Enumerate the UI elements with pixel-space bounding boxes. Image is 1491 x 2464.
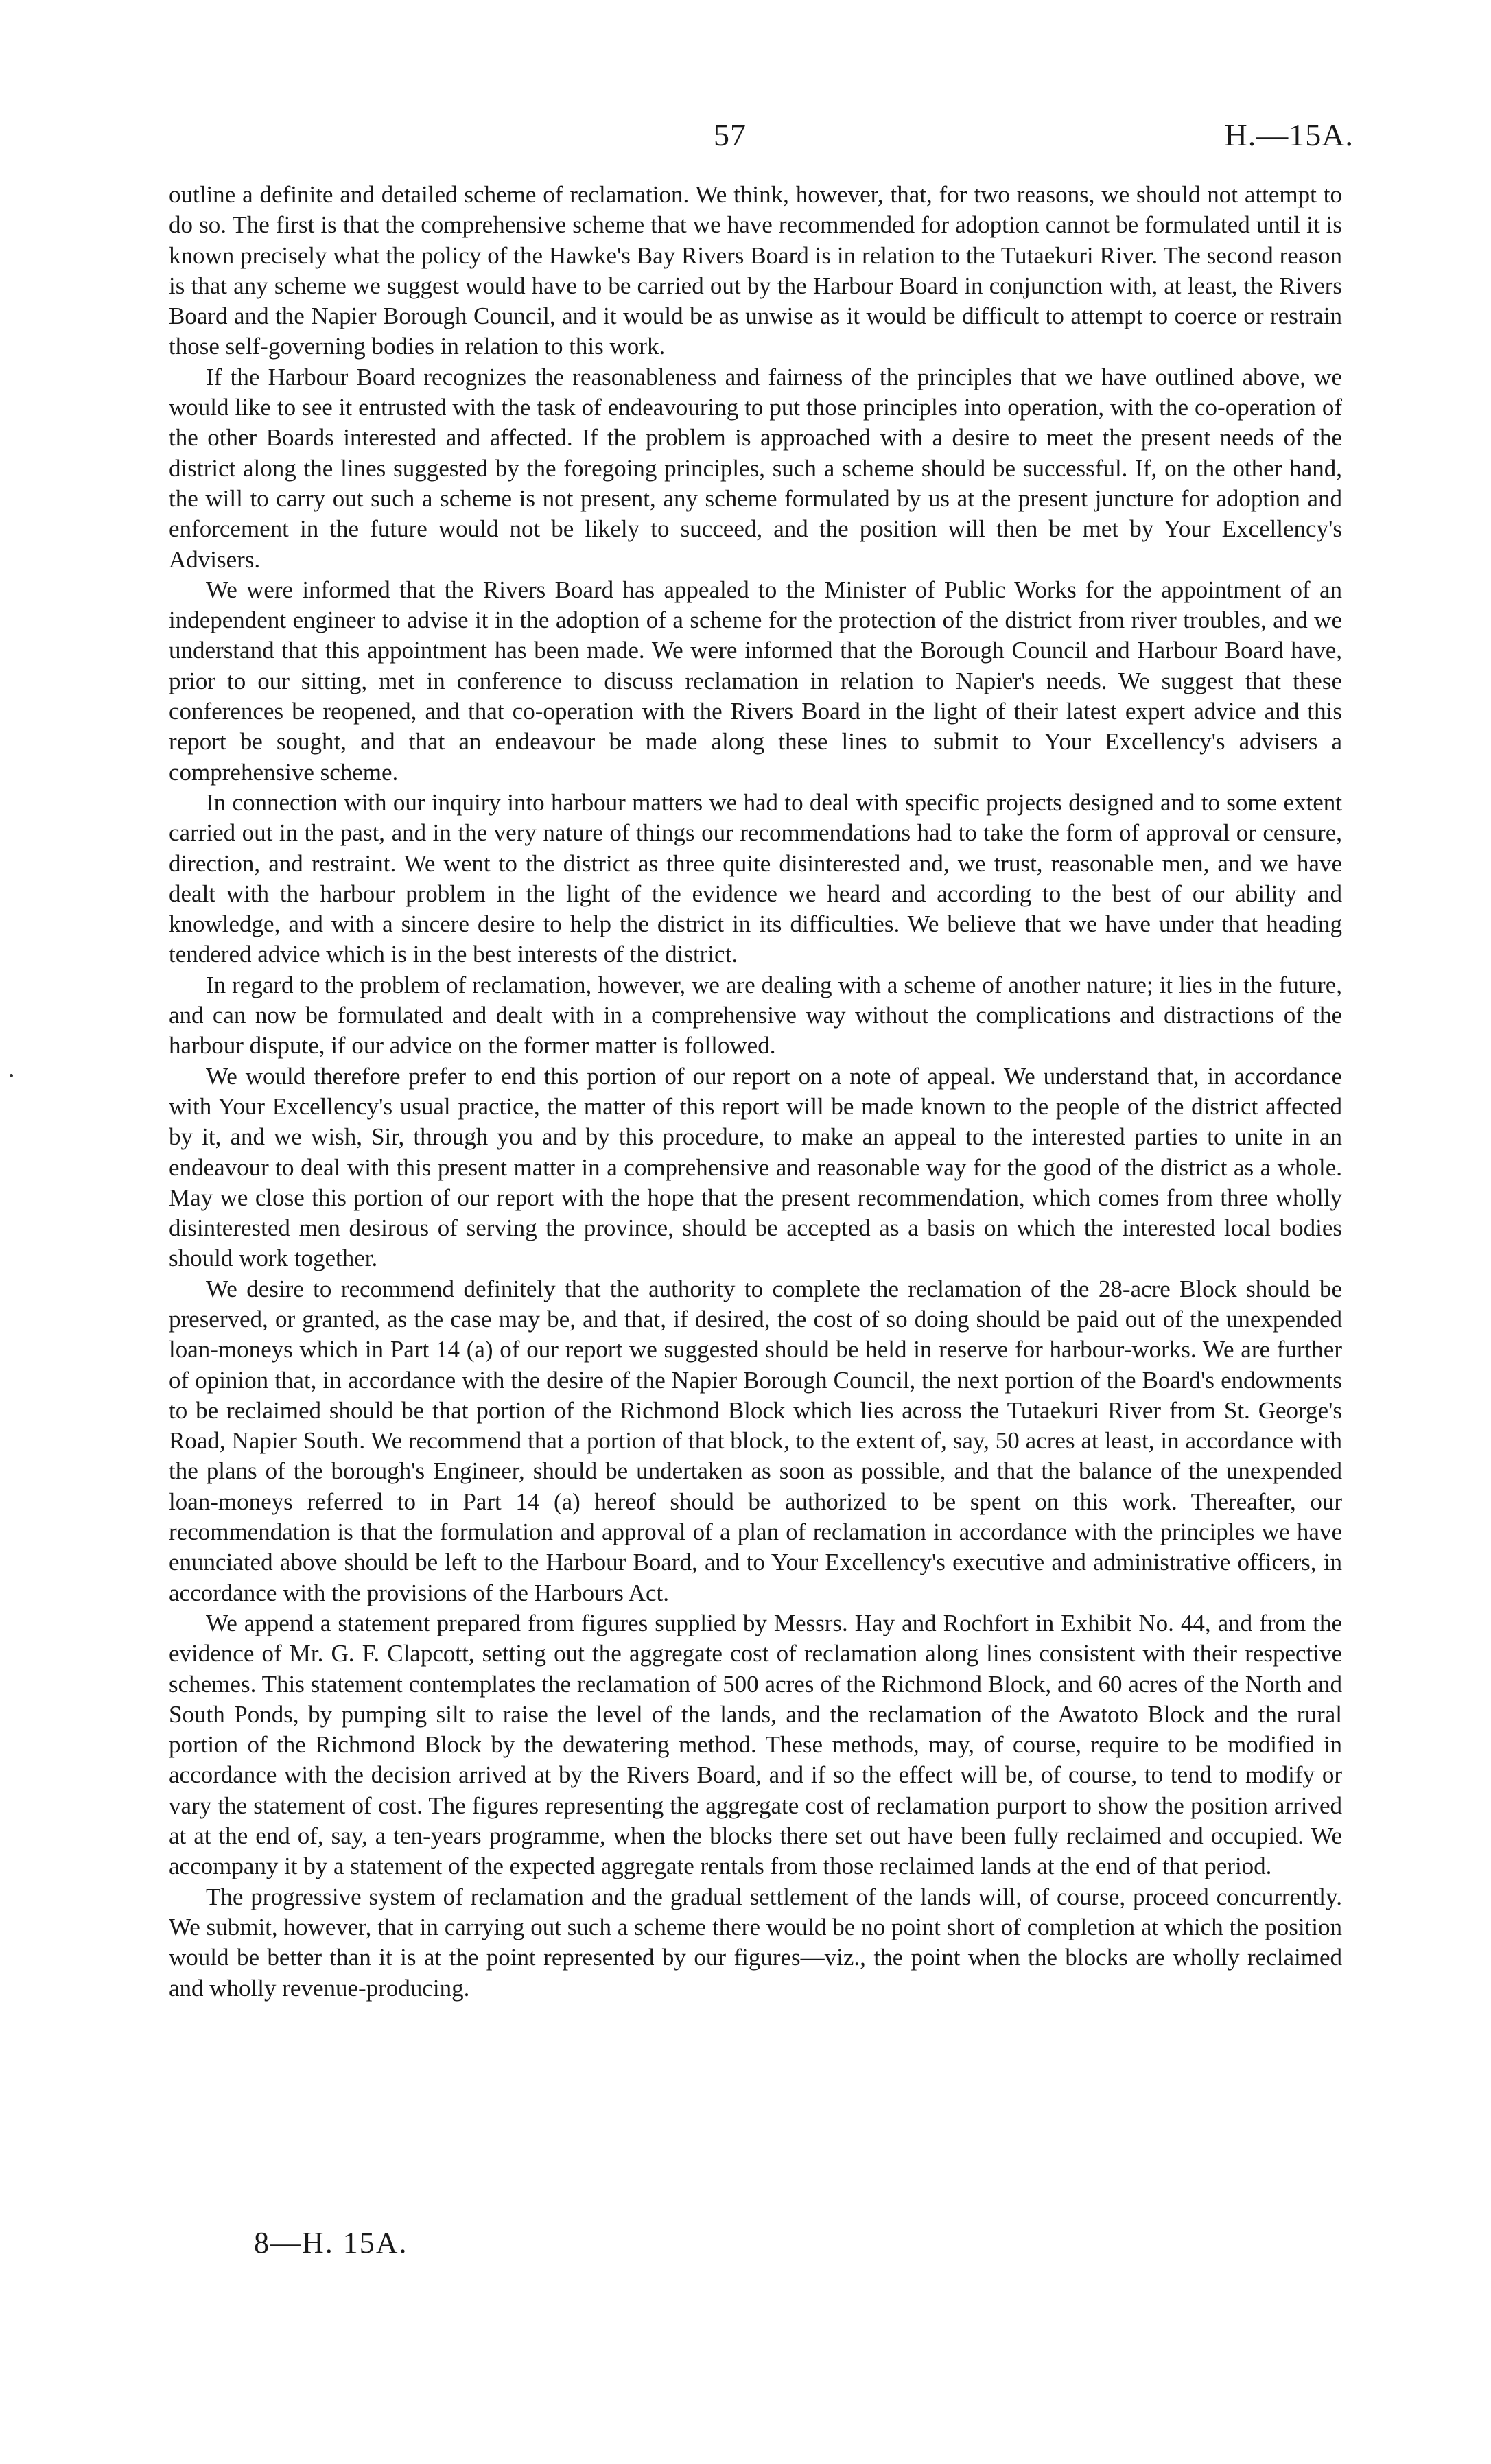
signature-mark: 8—H. 15A. (254, 2226, 408, 2260)
page-number: 57 (714, 117, 747, 152)
margin-mark (10, 1074, 13, 1077)
paragraph: If the Harbour Board recognizes the reasonableness and fairness of the principles that we have outlined above, we would like to see it entrusted with the task of endeavouring to put those principles into operation, with the co-operation of the other Boards interested and affected. If the problem is approached with a desire to meet the present needs of the district along the lines suggested by the foregoing principles, such a scheme should be successful. If, on the other hand, the will to carry out such a scheme is not present, any scheme formulated by us at the present juncture for adoption and enforcement in the future would not be likely to succeed, and the position will then be met by Your Excellency's Advisers. (169, 363, 1342, 573)
series-reference: H.—15A. (1224, 117, 1354, 152)
paragraph: We would therefore prefer to end this portion of our report on a note of appeal. We understand that, in accordance with Your Excellency's usual practice, the matter of this report will be made known to the people of the district affected by it, and we wish, Sir, through you and by this procedure, to make an appeal to the interested parties to unite in an endeavour to deal with this present matter in a comprehensive and reasonable way for the good of the district as a whole. May we close this portion of our report with the hope that the present recommendation, which comes from three wholly disinterested men desirous of serving the province, should be accepted as a basis on which the interested local bodies should work together. (169, 1062, 1342, 1272)
paragraph: We were informed that the Rivers Board has appealed to the Minister of Public Works for the appointment of an independent engineer to advise it in the adoption of a scheme for the protection of the district from river troubles, and we understand that this appointment has been made. We were informed that the Borough Council and Harbour Board have, prior to our sitting, met in conference to discuss reclamation in relation to Napier's needs. We suggest that these conferences be reopened, and that co-operation with the Rivers Board in the light of their latest expert advice and this report be sought, and that an endeavour be made along these lines to submit to Your Excellency's advisers a comprehensive scheme. (169, 576, 1342, 786)
paragraph: outline a definite and detailed scheme of reclamation. We think, however, that, for two reasons, we should not attempt to do so. The first is that the comprehensive scheme that we have recommended for adoption cannot be formulated until it is known precisely what the policy of the Hawke's Bay Rivers Board is in relation to the Tutaekuri River. The second reason is that any scheme we suggest would have to be carried out by the Harbour Board in conjunction with, at least, the Rivers Board and the Napier Borough Council, and it would be as unwise as it would be difficult to attempt to coerce or restrain those self-governing bodies in relation to this work. (169, 181, 1342, 360)
body-text (169, 180, 1342, 2004)
paragraph: In regard to the problem of reclamation, however, we are dealing with a scheme of another nature; it lies in the future, and can now be formulated and dealt with in a comprehensive way without the complications and distractions of the harbour dispute, if our advice on the former matter is followed. (169, 971, 1342, 1059)
paragraph: We desire to recommend definitely that the authority to complete the reclamation of the 28-acre Block should be preserved, or granted, as the case may be, and that, if desired, the cost of so doing should be paid out of the unexpended loan-moneys which in Part 14 (a) of our report we suggested should be held in reserve for harbour-works. We are further of opinion that, in accordance with the desire of the Napier Borough Council, the next portion of the Board's endowments to be reclaimed should be that portion of the Richmond Block which lies across the Tutaekuri River from St. George's Road, Napier South. We recommend that a portion of that block, to the extent of, say, 50 acres at least, in accordance with the plans of the borough's Engineer, should be undertaken as soon as possible, and that the balance of the unexpended loan-moneys referred to in Part 14 (a) hereof should be authorized to be spent on this work. Thereafter, our recommendation is that the formulation and approval of a plan of reclamation in accordance with the principles we have enunciated above should be left to the Harbour Board, and to Your Excellency's executive and administrative officers, in accordance with the provisions of the Harbours Act. (169, 1275, 1342, 1606)
paragraph: The progressive system of reclamation and the gradual settlement of the lands will, of course, proceed concurrently. We submit, however, that in carrying out such a scheme there would be no point short of completion at which the position would be better than it is at the point represented by our figures—viz., the point when the blocks are wholly reclaimed and wholly revenue-producing. (169, 1883, 1342, 2002)
paragraph: We append a statement prepared from figures supplied by Messrs. Hay and Rochfort in Exhibit No. 44, and from the evidence of Mr. G. F. Clapcott, setting out the aggregate cost of reclamation along lines consistent with their respective schemes. This statement contemplates the reclamation of 500 acres of the Richmond Block, and 60 acres of the North and South Ponds, by pumping silt to raise the level of the lands, and the reclamation of the Awatoto Block and the rural portion of the Richmond Block by the dewatering method. These methods, may, of course, require to be modified in accordance with the decision arrived at by the Rivers Board, and if so the effect will be, of course, to tend to modify or vary the statement of cost. The figures representing the aggregate cost of reclamation purport to show the position arrived at at the end of, say, a ten-years programme, when the blocks there set out have been fully reclaimed and occupied. We accompany it by a statement of the expected aggregate rentals from those reclaimed lands at the end of that period. (169, 1609, 1342, 1880)
paragraph: In connection with our inquiry into harbour matters we had to deal with specific projects designed and to some extent carried out in the past, and in the very nature of things our recommendations had to take the form of approval or censure, direction, and restraint. We went to the district as three quite disinterested and, we trust, reasonable men, and we have dealt with the harbour problem in the light of the evidence we heard and according to the best of our ability and knowledge, and with a sincere desire to help the district in its difficulties. We believe that we have under that heading tendered advice which is in the best interests of the district. (169, 788, 1342, 968)
